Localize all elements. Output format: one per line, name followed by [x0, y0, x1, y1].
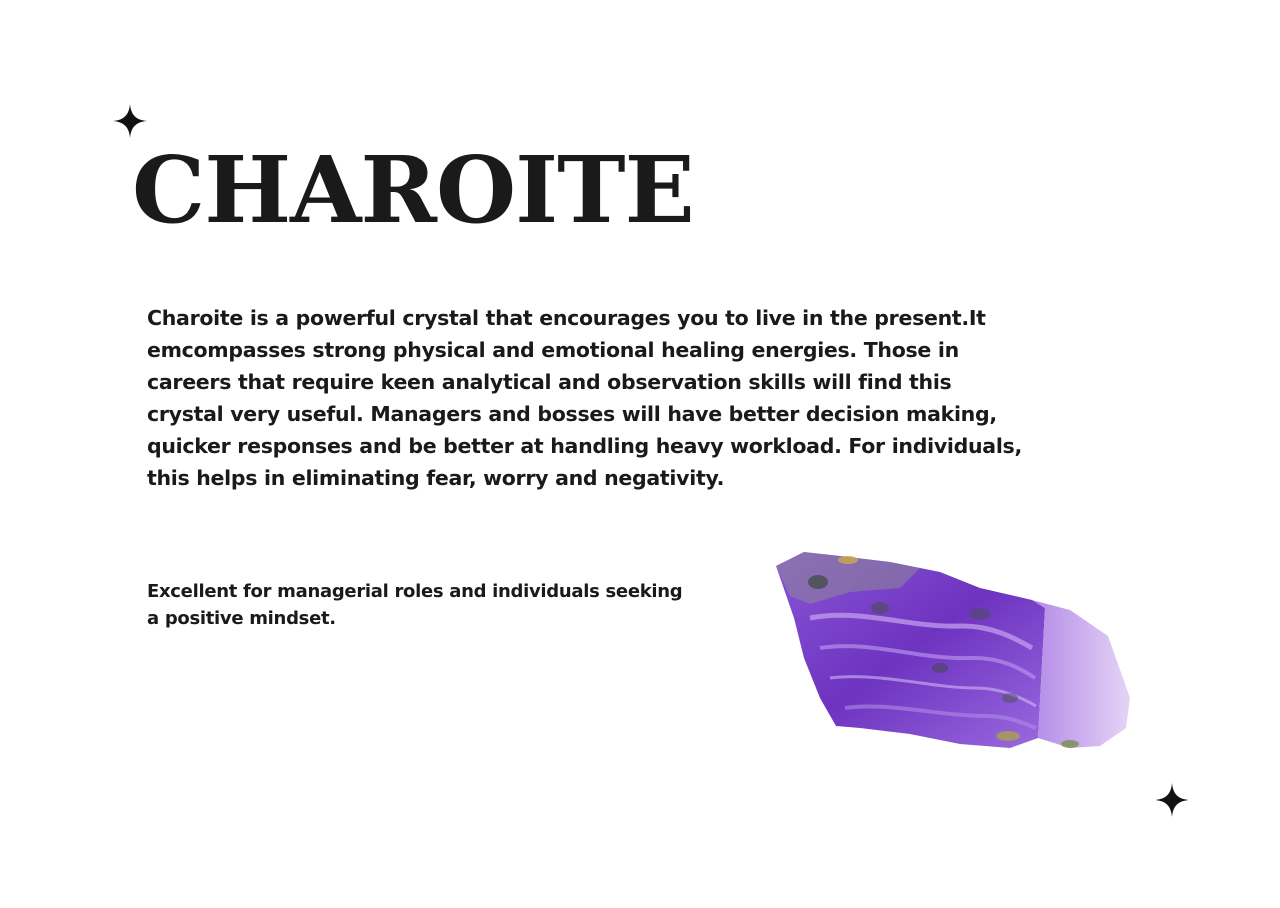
- page-title: CHAROITE: [132, 136, 694, 244]
- charoite-crystal-image: [770, 548, 1135, 756]
- description-text: Charoite is a powerful crystal that encourages you to live in the present.It emcompasses strong physical and emotional healing energies. Those in careers that require keen analytical and observation skills will find this crystal very useful. Managers and bosses will have better decision making, quicker responses and be better at handling heavy workload. For individuals, this helps in eliminating fear, worry and negativity.: [147, 306, 1022, 490]
- sparkle-icon: [1155, 783, 1189, 817]
- tagline-text: Excellent for managerial roles and individuals seeking a positive mindset.: [147, 581, 683, 629]
- sparkle-icon: [113, 104, 147, 138]
